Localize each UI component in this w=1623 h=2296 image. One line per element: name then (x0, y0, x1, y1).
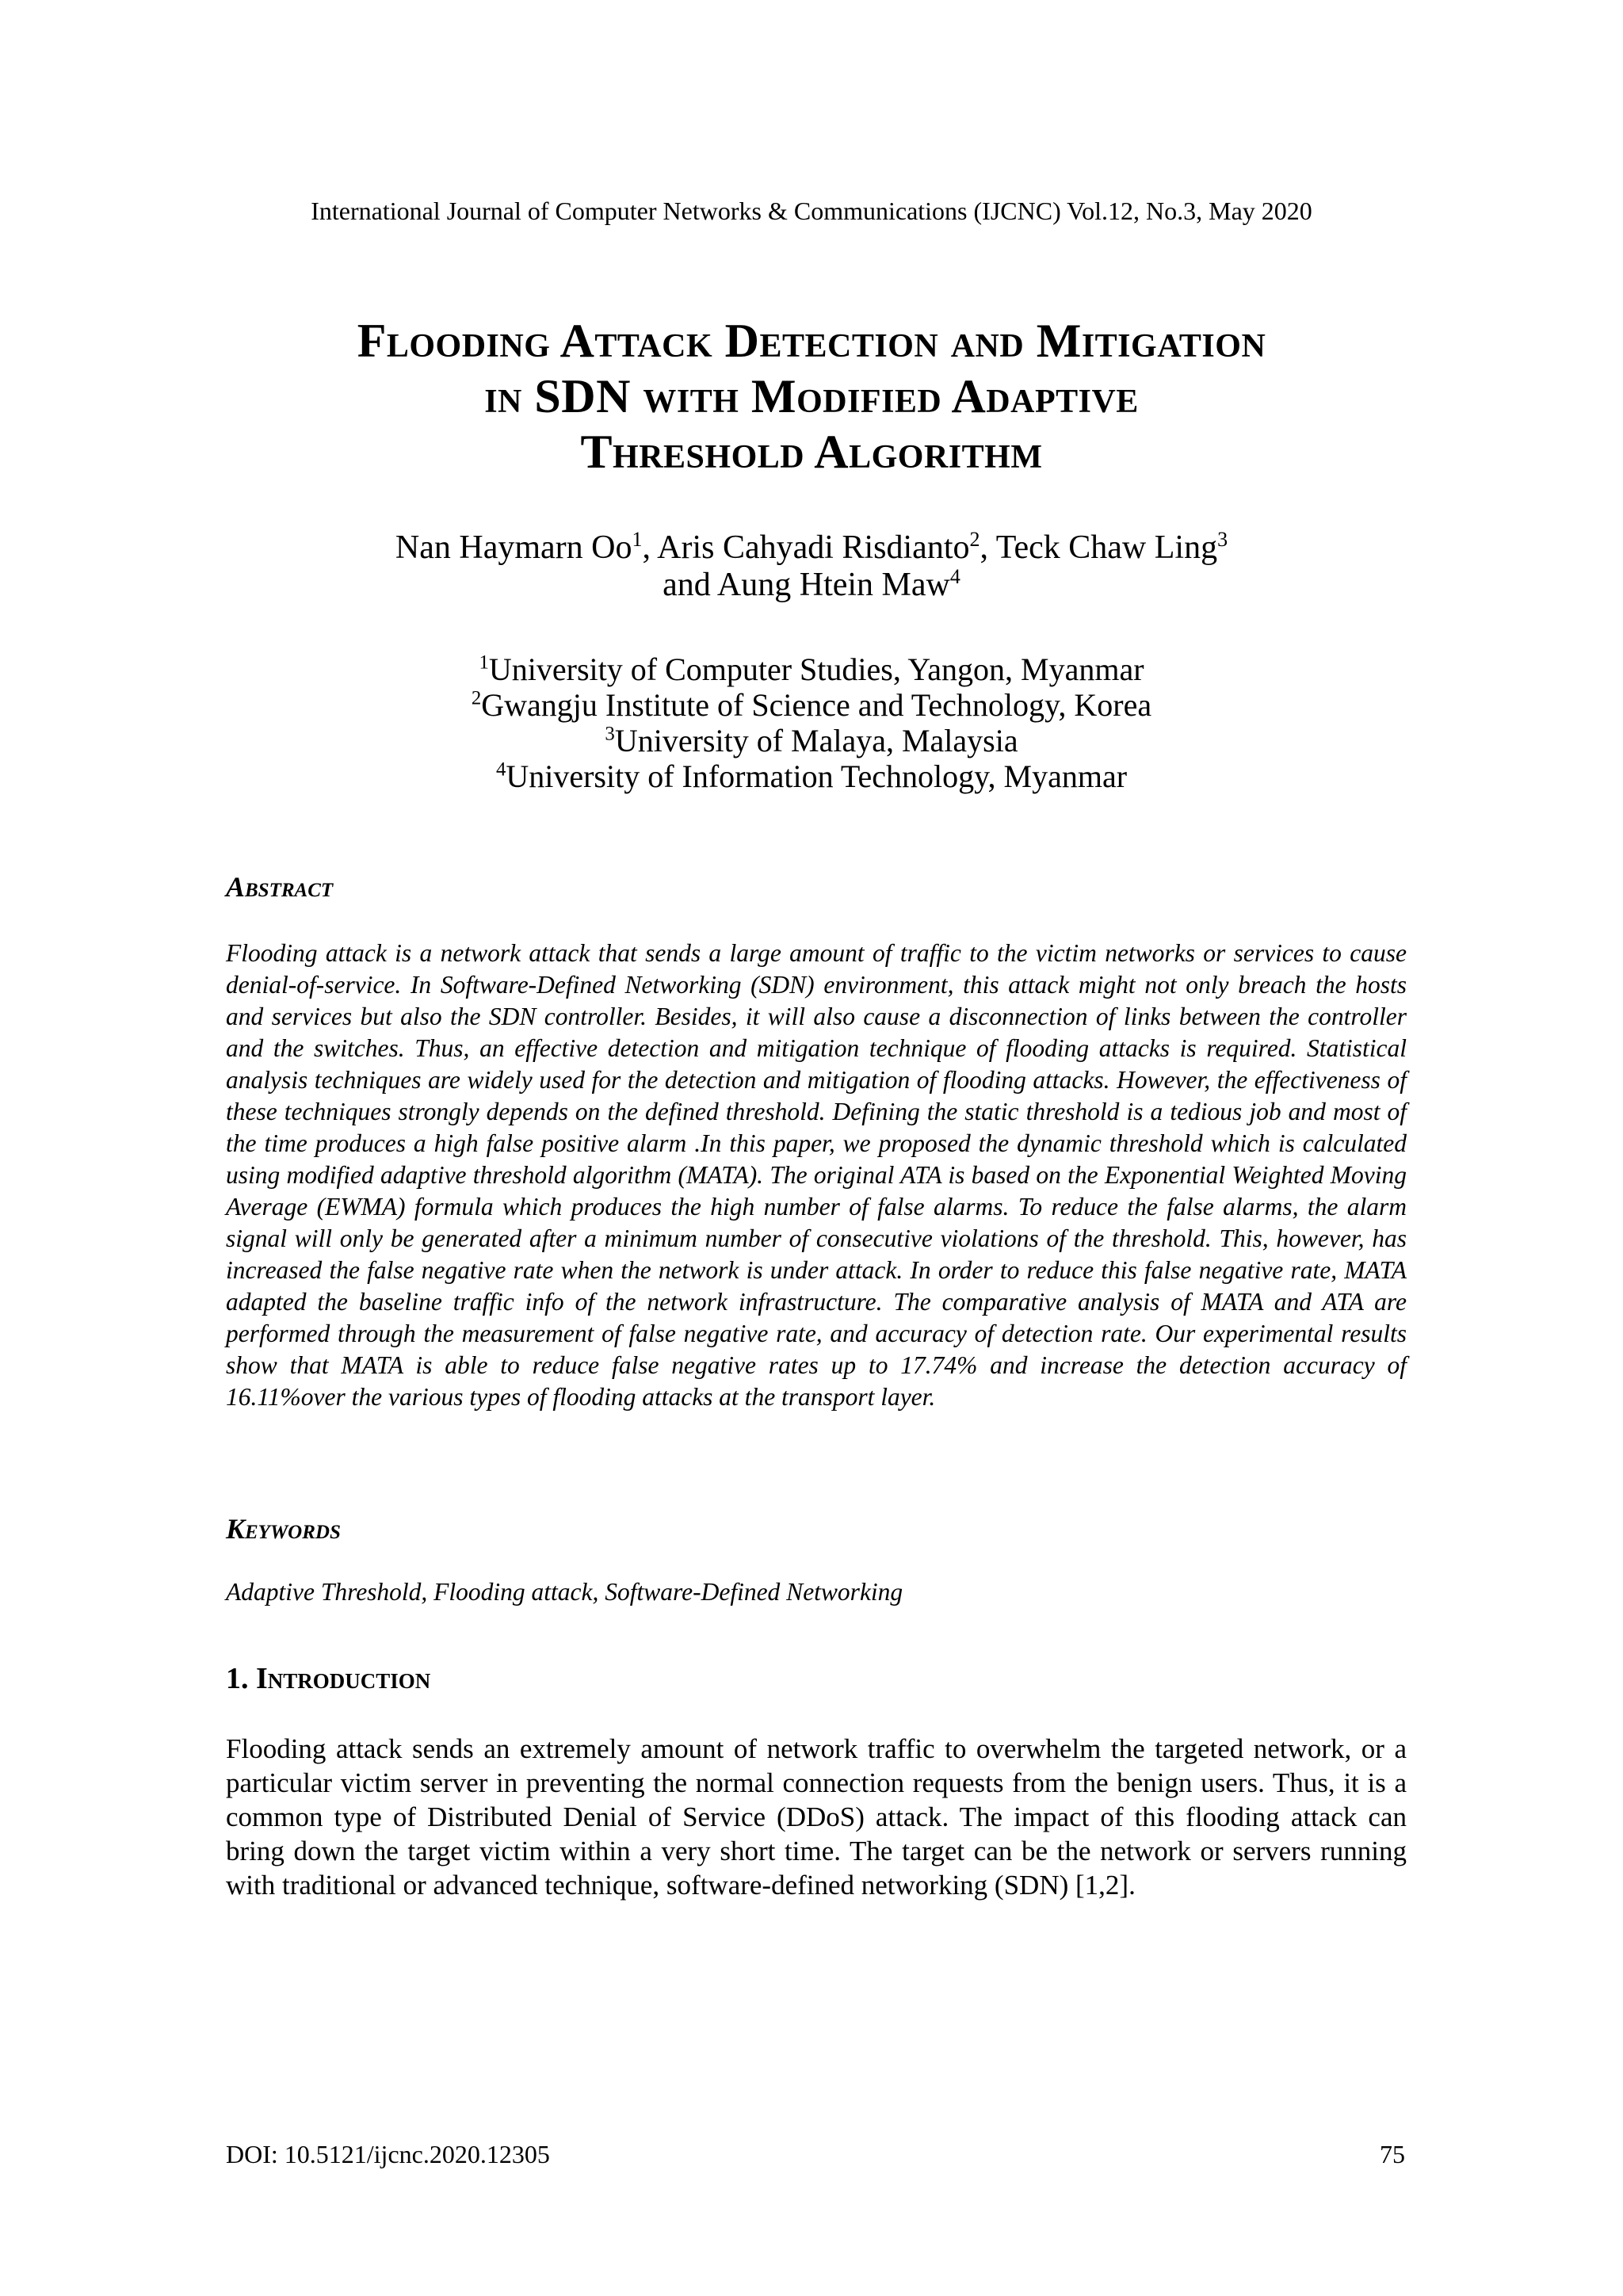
author-name: , Aris Cahyadi Risdianto (642, 529, 970, 566)
author-list (158, 529, 1465, 604)
affiliation-mark: 2 (471, 687, 482, 709)
title-line: in SDN with Modified Adaptive (484, 370, 1139, 422)
affiliation (158, 687, 1465, 723)
affiliation-mark: 4 (495, 758, 506, 781)
author-name: Nan Haymarn Oo (395, 529, 632, 566)
introduction-text: Flooding attack sends an extremely amount of network traffic to overwhelm the targeted network, or a particular victim server in preventing the normal connection requests from the benign users. Thus, it is a common type of Distributed Denial of Service (DDoS) attack. The impact of this flooding attack can bring down the target victim within a very short time. The target can be the network or servers running with traditional or advanced technique, software-defined networking (SDN) [1,2]. (226, 1733, 1407, 1901)
affiliation-mark: 3 (605, 723, 615, 745)
keywords-text: Adaptive Threshold, Flooding attack, Software-Defined Networking (226, 1578, 903, 1606)
affiliation-text: University of Malaya, Malaysia (614, 723, 1018, 758)
affiliation-mark: 1 (479, 651, 489, 674)
keywords-heading: Keywords (226, 1513, 341, 1545)
footer-doi: DOI: 10.5121/ijcnc.2020.12305 (226, 2140, 550, 2168)
paper-title (158, 313, 1465, 479)
affiliation-text: University of Computer Studies, Yangon, Myanmar (488, 651, 1144, 687)
affiliation-text: Gwangju Institute of Science and Technology, Korea (481, 687, 1152, 723)
affiliation-text: University of Information Technology, Myanmar (506, 758, 1128, 794)
abstract-text: Flooding attack is a network attack that sends a large amount of traffic to the victim networks or services to cause denial-of-service. In Software-Defined Networking (SDN) environment, this attack might not only breach the hosts and services but also the SDN controller. Besides, it will also cause a disconnection of links between the controller and the switches. Thus, an effective detection and mitigation technique of flooding attacks is required. Statistical analysis techniques are widely used for the detection and mitigation of flooding attacks. However, the effectiveness of these techniques strongly depends on the defined threshold. Defining the static threshold is a tedious job and most of the time produces a high false positive alarm .In this paper, we proposed the dynamic threshold which is calculated using modified adaptive threshold algorithm (MATA). The original ATA is based on the Exponential Weighted Moving Average (EWMA) formula which produces the high number of false alarms. To reduce the false alarms, the alarm signal will only be generated after a minimum number of consecutive violations of the threshold. This, however, has increased the false negative rate when the network is under attack. In order to reduce this false negative rate, MATA adapted the baseline traffic info of the network infrastructure. The comparative analysis of MATA and ATA are performed through the measurement of false negative rate, and accuracy of detection rate. Our experimental results show that MATA is able to reduce false negative rates up to 17.74% and increase the detection accuracy of 16.11%over the various types of flooding attacks at the transport layer. (226, 939, 1407, 1411)
affiliation (158, 723, 1465, 758)
affiliation-list (158, 651, 1465, 794)
title-line: Threshold Algorithm (580, 426, 1043, 478)
affiliation (158, 651, 1465, 687)
author-affiliation-mark: 2 (969, 528, 980, 551)
introduction-heading: 1. Introduction (226, 1662, 431, 1695)
author-affiliation-mark: 3 (1217, 528, 1228, 551)
affiliation (158, 758, 1465, 794)
author-line (158, 529, 1465, 567)
author-name: , Teck Chaw Ling (980, 529, 1218, 566)
page-number: 75 (1380, 2140, 1405, 2168)
author-affiliation-mark: 4 (949, 565, 960, 588)
author-name: and Aung Htein Maw (663, 567, 950, 603)
title-line: Flooding Attack Detection and Mitigation (357, 315, 1266, 367)
author-affiliation-mark: 1 (632, 528, 643, 551)
running-header: International Journal of Computer Networks & Communications (IJCNC) Vol.12, No.3, May 2020 (311, 197, 1312, 225)
abstract-heading: Abstract (226, 871, 334, 903)
author-line (158, 567, 1465, 604)
